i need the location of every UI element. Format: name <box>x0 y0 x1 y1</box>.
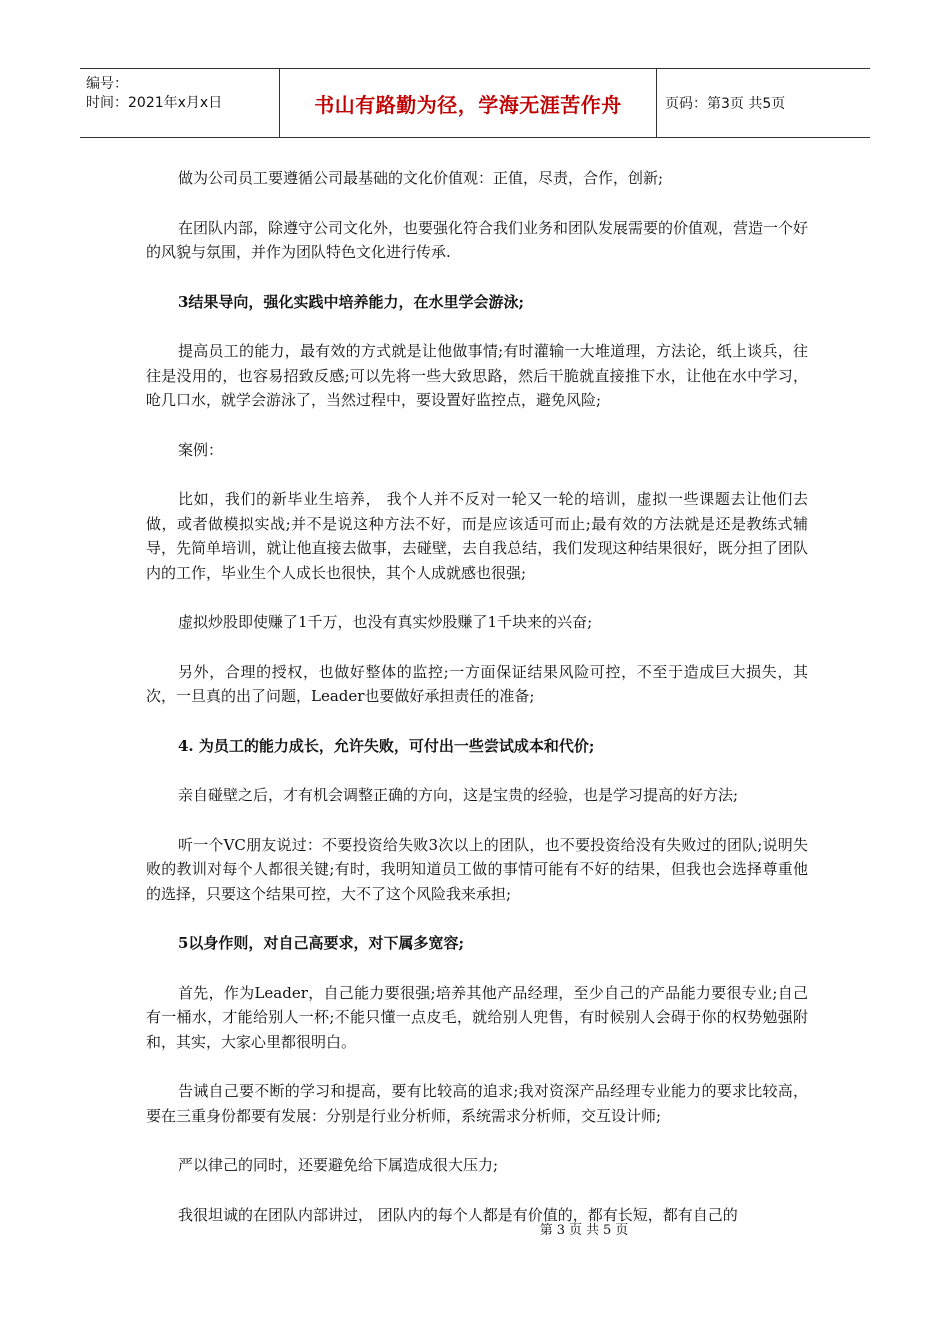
section-heading: 5以身作则，对自己高要求，对下属多宽容; <box>178 934 464 952</box>
section-heading: 3结果导向，强化实践中培养能力，在水里学会游泳; <box>178 292 524 311</box>
paragraph: 亲自碰壁之后，才有机会调整正确的方向，这是宝贵的经验，也是学习提高的好方法; <box>178 786 739 804</box>
header-meta <box>80 69 280 137</box>
paragraph: 告诫自己要不断的学习和提高，要有比较高的追求;我对资深产品经理专业能力的要求比较高，要在三重身份都要有发展：分别是行业分析师，系统需求分析师，交互设计师; <box>146 1082 808 1125</box>
paragraph: 我很坦诚的在团队内部讲过， 团队内的每个人都是有价值的，都有长短，都有自己的 <box>178 1205 738 1224</box>
time-label: 时间：2021年x月x日 <box>86 95 223 111</box>
page-footer: 第3页共5页 <box>539 1223 633 1238</box>
paragraph: 另外，合理的授权，也做好整体的监控;一方面保证结果风险可控，不至于造成巨大损失，其次，一旦真的出了问题，Leader也要做好承担责任的准备; <box>146 662 808 705</box>
document-body <box>146 166 808 1252</box>
section-heading: 4. 为员工的能力成长，允许失败，可付出一些尝试成本和代价; <box>178 736 595 755</box>
paragraph: 听一个VC朋友说过：不要投资给失败3次以上的团队，也不要投资给没有失败过的团队;说明失败的教训对每个人都很关键;有时，我明知道员工做的事情可能有不好的结果，但我也会选择尊重他的选择，只要这个结果可控，大不了这个风险我来承担; <box>146 835 808 903</box>
page-header <box>80 68 870 138</box>
paragraph: 比如，我们的新毕业生培养， 我个人并不反对一轮又一轮的培训，虚拟一些课题去让他们去做，或者做模拟实战;并不是说这种方法不好，而是应该适可而止;最有效的方法就是还是教练式辅 导，先简单培训，就让他直接去做事，去碰壁，去自我总结，我们发现这种结果很好，既分担了团队内的工作，毕业生个人成长也很快，其个人成就感也很强; <box>146 490 808 582</box>
paragraph: 案例： <box>178 440 224 459</box>
number-label: 编号： <box>86 76 128 92</box>
paragraph: 严以律己的同时，还要避免给下属造成很大压力; <box>178 1156 499 1174</box>
header-page-info: 页码：第3页 共5页 <box>665 96 786 112</box>
paragraph: 做为公司员工要遵循公司最基础的文化价值观：正值，尽责，合作，创新; <box>178 169 664 187</box>
paragraph: 在团队内部，除遵守公司文化外，也要强化符合我们业务和团队发展需要的价值观，营造一个好的风貌与氛围，并作为团队特色文化进行传承. <box>146 218 809 261</box>
paragraph: 首先，作为Leader，自己能力要很强;培养其他产品经理，至少自己的产品能力要很专业;自己有一桶水，才能给别人一杯;不能只懂一点皮毛，就给别人兜售，有时候别人会碍于你的权势勉强附和，其实，大家心里都很明白。 <box>146 983 808 1051</box>
paragraph: 提高员工的能力，最有效的方式就是让他做事情;有时灌输一大堆道理，方法论，纸上谈兵，往往是没用的，也容易招致反感;可以先将一些大致思路，然后干脆就直接推下水，让他在水中学习，呛几口水，就学会游泳了，当然过程中，要设置好监控点，避免风险; <box>146 342 808 409</box>
paragraph: 虚拟炒股即使赚了1千万，也没有真实炒股赚了1千块来的兴奋; <box>178 613 593 631</box>
header-motto: 书山有路勤为径，学海无涯苦作舟 <box>280 69 657 137</box>
